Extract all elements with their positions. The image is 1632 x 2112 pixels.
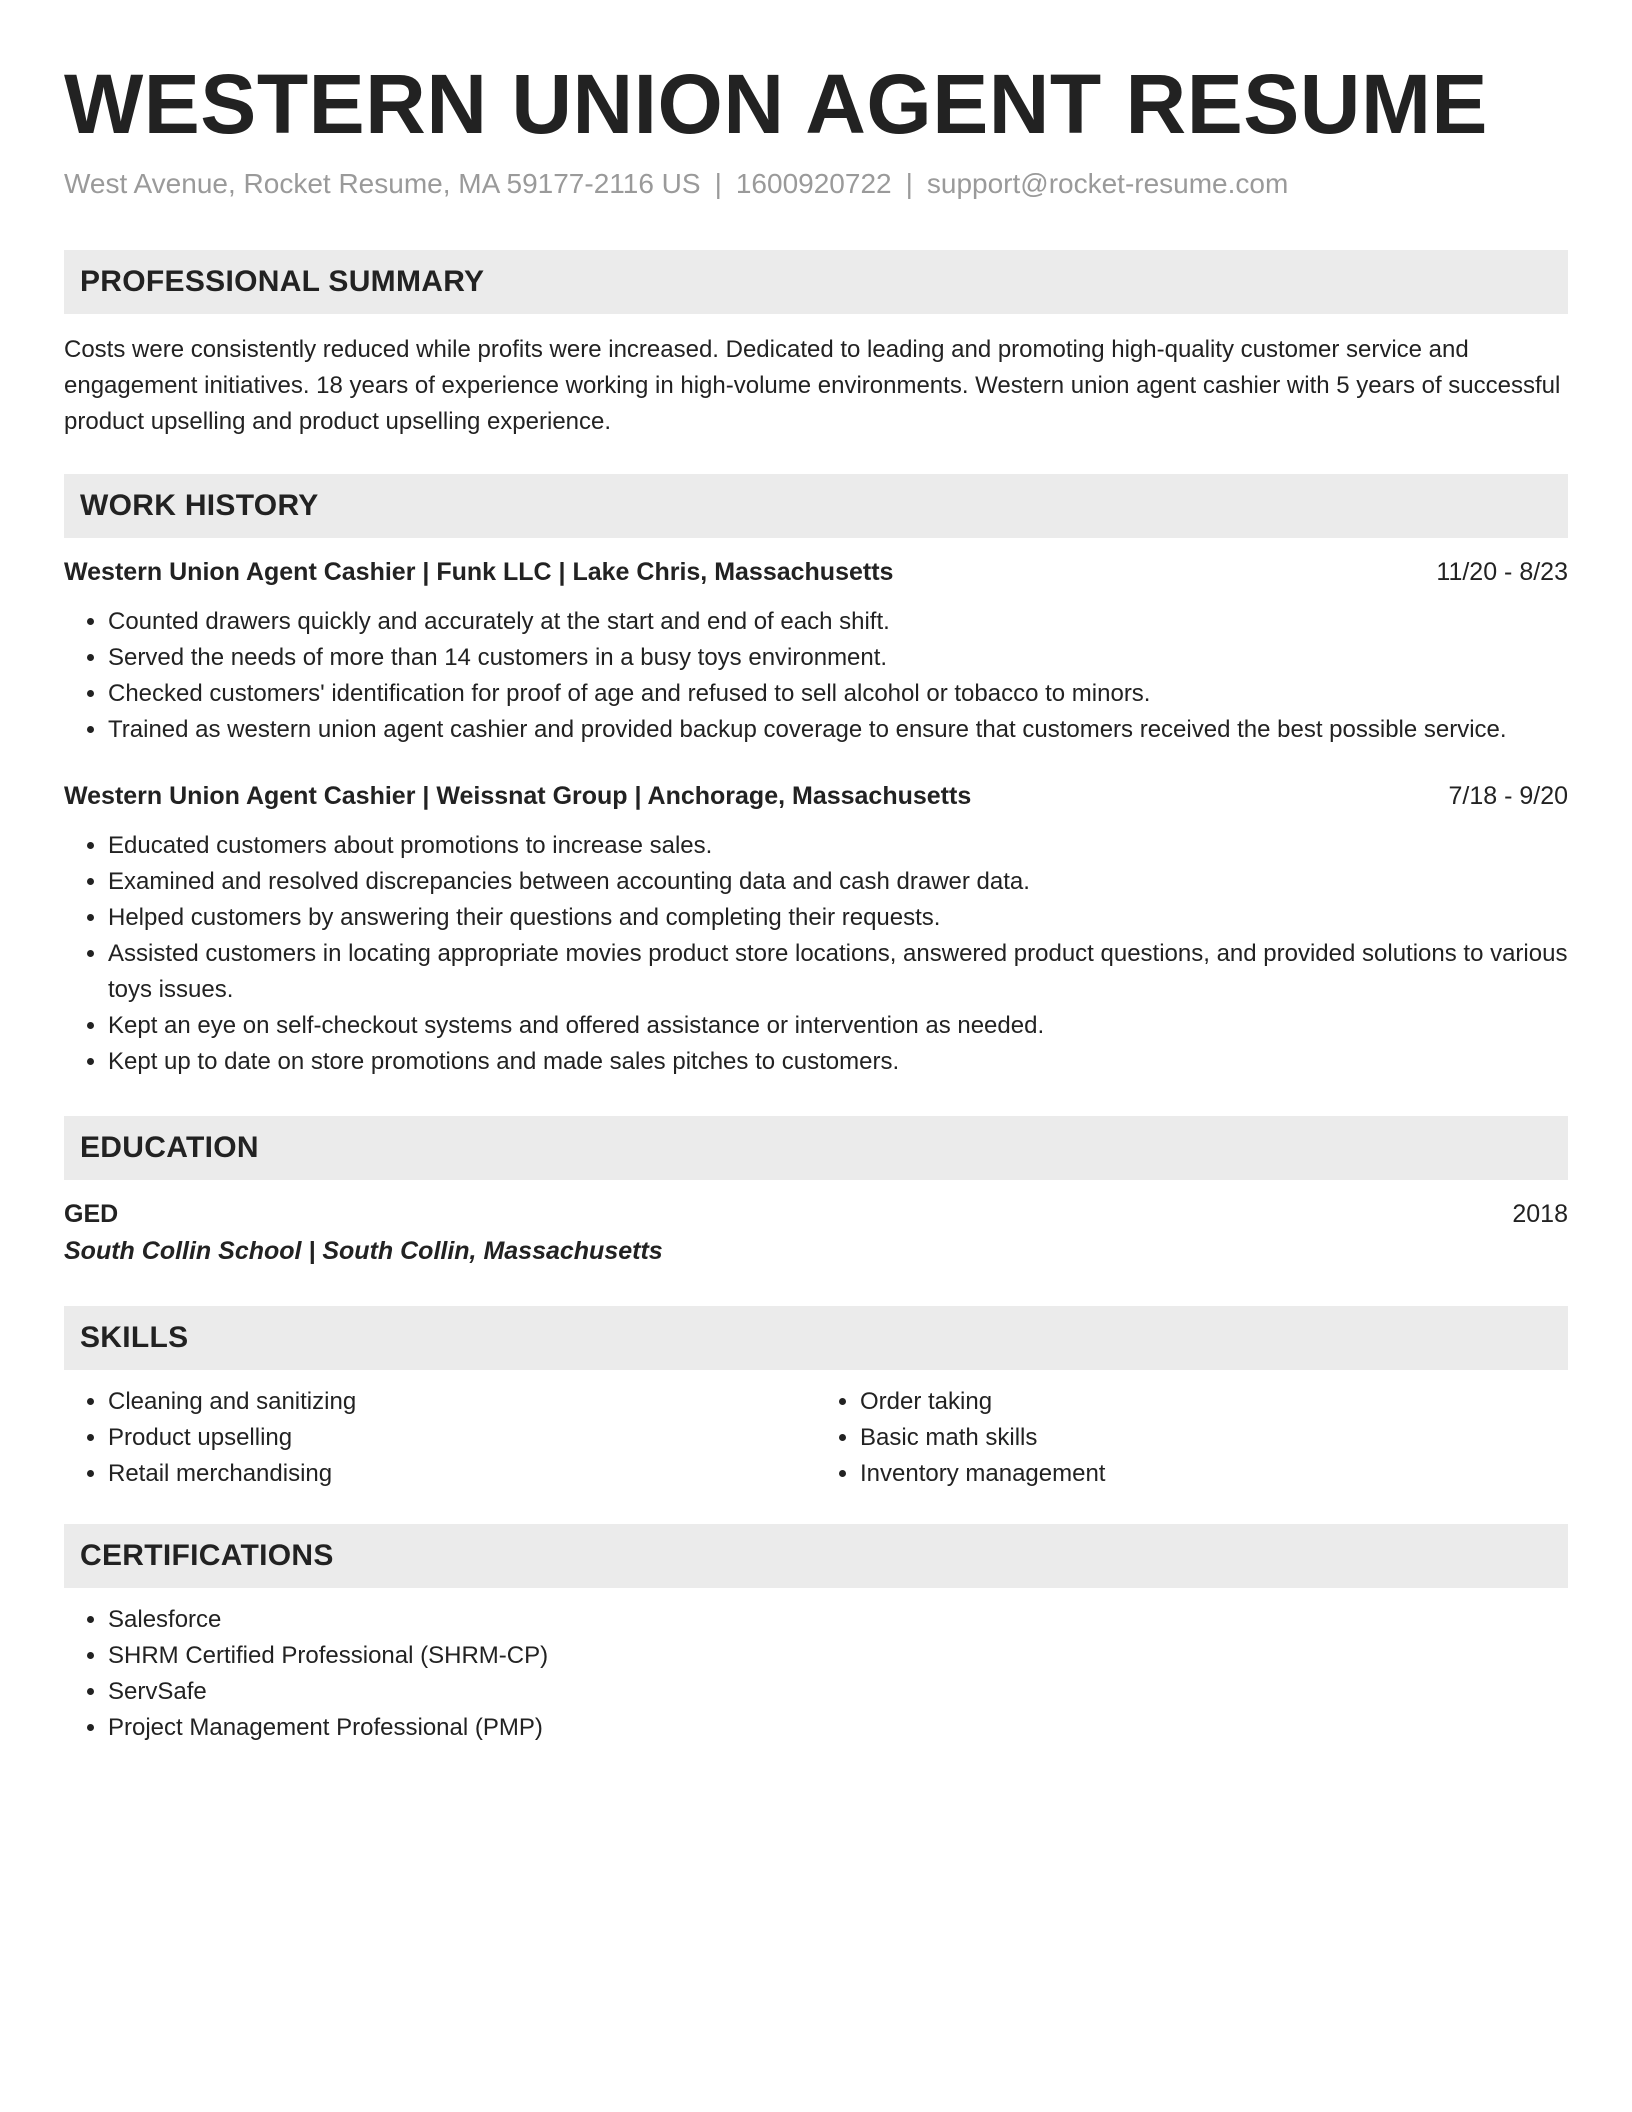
list-item: • SHRM Certified Professional (SHRM-CP) — [108, 1638, 1568, 1674]
resume-name: WESTERN UNION AGENT RESUME — [64, 57, 1488, 151]
section-heading-certifications: CERTIFICATIONS — [64, 1524, 1568, 1588]
list-item: • Examined and resolved discrepancies between accounting data and cash drawer data. — [108, 864, 1568, 900]
job-header — [64, 554, 1568, 590]
section-heading-education: EDUCATION — [64, 1116, 1568, 1180]
section-heading-skills: SKILLS — [64, 1306, 1568, 1370]
list-item: • Basic math skills — [860, 1420, 1568, 1456]
list-item: • Order taking — [860, 1384, 1568, 1420]
education-degree: GED — [64, 1200, 119, 1228]
contact-email: support@rocket-resume.com — [926, 168, 1289, 199]
list-item: • Kept up to date on store promotions and made sales pitches to customers. — [108, 1044, 1568, 1080]
list-item: • Served the needs of more than 14 customers in a busy toys environment. — [108, 640, 1568, 676]
job-header — [64, 778, 1568, 814]
list-item: • Counted drawers quickly and accurately at the start and end of each shift. — [108, 604, 1568, 640]
section-heading-work-history: WORK HISTORY — [64, 474, 1568, 538]
list-item: • Helped customers by answering their questions and completing their requests. — [108, 900, 1568, 936]
job-bullets — [64, 604, 1568, 748]
education-header — [64, 1196, 1568, 1232]
job-title: Western Union Agent Cashier | Weissnat Group | Anchorage, Massachusetts — [64, 782, 972, 810]
contact-address: West Avenue, Rocket Resume, MA 59177-2116 US — [64, 168, 701, 199]
certifications-list — [64, 1602, 1568, 1746]
job-dates: 7/18 - 9/20 — [1448, 782, 1568, 810]
contact-separator: | — [905, 168, 913, 199]
summary-text: Costs were consistently reduced while profits were increased. Dedicated to leading and promoting high-quality customer service and engagement initiatives. 18 years of experience working in high-volume environments. Western union agent cashier with 5 years of successful product upselling and product upselling experience. — [64, 336, 1561, 435]
skills-column-right — [816, 1384, 1568, 1492]
education-year: 2018 — [1512, 1200, 1568, 1228]
list-item: • Cleaning and sanitizing — [108, 1384, 816, 1420]
job-bullets — [64, 828, 1568, 1080]
list-item: • Assisted customers in locating appropriate movies product store locations, answered product questions, and provided solutions to various toys issues. — [108, 936, 1568, 1008]
education-school: South Collin School | South Collin, Massachusetts — [64, 1237, 663, 1265]
skills-column-left — [64, 1384, 816, 1492]
list-item: • Project Management Professional (PMP) — [108, 1710, 1568, 1746]
job-title: Western Union Agent Cashier | Funk LLC | Lake Chris, Massachusetts — [64, 558, 894, 586]
contact-separator: | — [714, 168, 722, 199]
list-item: • Checked customers' identification for proof of age and refused to sell alcohol or tobacco to minors. — [108, 676, 1568, 712]
list-item: • Kept an eye on self-checkout systems and offered assistance or intervention as needed. — [108, 1008, 1568, 1044]
list-item: • Product upselling — [108, 1420, 816, 1456]
section-heading-summary: PROFESSIONAL SUMMARY — [64, 250, 1568, 314]
contact-phone: 1600920722 — [735, 168, 892, 199]
contact-line — [64, 166, 1568, 202]
list-item: • Retail merchandising — [108, 1456, 816, 1492]
list-item: • Trained as western union agent cashier and provided backup coverage to ensure that customers received the best possible service. — [108, 712, 1568, 748]
job-dates: 11/20 - 8/23 — [1436, 558, 1568, 586]
skills-grid — [64, 1370, 1568, 1492]
list-item: • ServSafe — [108, 1674, 1568, 1710]
list-item: • Inventory management — [860, 1456, 1568, 1492]
list-item: • Salesforce — [108, 1602, 1568, 1638]
list-item: • Educated customers about promotions to increase sales. — [108, 828, 1568, 864]
